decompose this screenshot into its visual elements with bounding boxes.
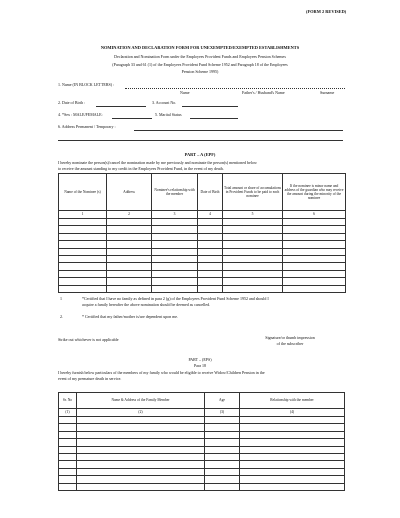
marital-status-label: 5. Marital Status [155,112,182,117]
table-row[interactable] [59,468,345,475]
certify-1-number: 1 [60,296,62,301]
col-number: 2 [107,211,152,219]
form-subtitle: Declaration and Nomination Form under the Employees Provident Funds and Employees Pension Schemes [114,54,286,59]
dob-label: 2. Date of Birth : [58,100,86,105]
col-number: 1 [59,211,107,219]
account-input-line[interactable] [182,106,238,107]
paragraph-reference-line1: (Paragraph 33 and 61 (1) of the Employees Provident Fund Scheme 1952 and Paragraph 18 of the Employees [112,62,288,67]
col-header-dob: Date of Birth [198,174,223,211]
table-row[interactable] [59,439,345,446]
table-row[interactable] [59,219,346,226]
table-row[interactable] [59,483,345,490]
table-row[interactable] [59,233,346,240]
dob-input-line[interactable] [96,106,146,107]
table-row[interactable] [59,446,345,453]
table-row[interactable] [59,476,345,483]
part-eps-para: Para 18 [193,363,207,368]
form-tag: (FORM 2 REVISED) [306,9,347,14]
table-row[interactable] [59,248,346,255]
col-header-share: Total amount or share of accumulations in Provident Funds to be paid to each nominee [223,174,283,211]
col-number: 4 [198,211,223,219]
marital-status-input-line[interactable] [190,118,238,119]
table-row[interactable] [59,278,346,285]
col-number: (1) [59,409,77,417]
part-a-heading: PART – A (EPF) [184,152,216,157]
col-header-address: Address [107,174,152,211]
table-row[interactable] [59,263,346,270]
table-row[interactable] [59,431,345,438]
col-header-sr-no: Sr. No [59,393,77,409]
part-eps-family-table [58,392,345,491]
part-eps-heading: PART – (EPS) [188,357,212,362]
certify-2-text: * Certified that my father/mother is/are dependent upon me. [82,314,179,319]
certify-2-number: 2. [60,314,63,319]
name-sub-father: Father's / Husband's Name [242,90,285,95]
form-title: NOMINATION AND DECLARATION FORM FOR UNEXEMPTED/EXEMPTED ESTABLISHMENTS [100,45,300,50]
col-header-relationship: Nominee's relationship with the member [152,174,198,211]
part-a-intro-line2: to receive the amount standing to my credit in the Employees Provident Fund, in the event of my death. [58,166,224,171]
col-header-age: Age [205,393,240,409]
col-header-guardian: If the nominee is minor name and address of the guardian who may receive the amount during the minority of the nominee [283,174,346,211]
table-row[interactable] [59,461,345,468]
table-row[interactable] [59,417,345,424]
part-eps-intro-line1: I hereby furnish below particulars of the members of my family who would be eligible to receive Widow/Children Pension in the [58,370,265,375]
address-input-line-2[interactable] [58,140,343,141]
table-row[interactable] [59,226,346,233]
sex-label: 4. *Sex : MALE/FEMALE: [58,112,103,117]
sex-input-line[interactable] [112,118,152,119]
account-label: 3. Account No. [152,100,177,105]
name-sub-surname: Surname [320,90,335,95]
col-number: 6 [283,211,346,219]
table-row[interactable] [59,241,346,248]
part-a-nomination-table [58,173,346,293]
name-sub-name: Name [180,90,190,95]
col-number: 3 [152,211,198,219]
part-a-intro-line1: I hereby nominate the person(s)/cancel the nomination made by me previously and nominate the person(s) mentioned below [58,160,257,165]
signature-line2: of the subscriber [276,341,304,346]
table-row[interactable] [59,285,346,292]
certify-1-line1: *Certified that I have no family as defined in para 2 (g) of the Employees Provident Fund Scheme 1952 and should I [82,296,269,301]
table-row[interactable] [59,424,345,431]
signature-line1: Signature/or thumb impression [265,335,315,340]
col-header-relationship: Relationship with the member [240,393,345,409]
col-header-family-member: Name & Address of the Family Member [77,393,205,409]
table-row[interactable] [59,270,346,277]
col-header-nominee-name: Name of the Nominee (s) [59,174,107,211]
table-row[interactable] [59,453,345,460]
col-number: (4) [240,409,345,417]
name-input-line[interactable] [125,88,345,89]
part-eps-intro-line2: event of my premature death in service. [58,376,122,381]
address-input-line[interactable] [134,130,343,131]
paragraph-reference-line2: Pension Scheme 1995) [181,69,219,74]
address-label: 6. Address Permanent / Temporary : [58,124,116,129]
name-label: 1. Name (IN BLOCK LETTERS) : [58,82,115,87]
certify-1-line2: acquire a family hereafter the above nomination should be deemed as cancelled. [82,302,211,307]
col-number: (3) [205,409,240,417]
col-number: (2) [77,409,205,417]
table-row[interactable] [59,255,346,262]
col-number: 5 [223,211,283,219]
strike-note: Strike out whichever is not applicable [58,337,119,342]
